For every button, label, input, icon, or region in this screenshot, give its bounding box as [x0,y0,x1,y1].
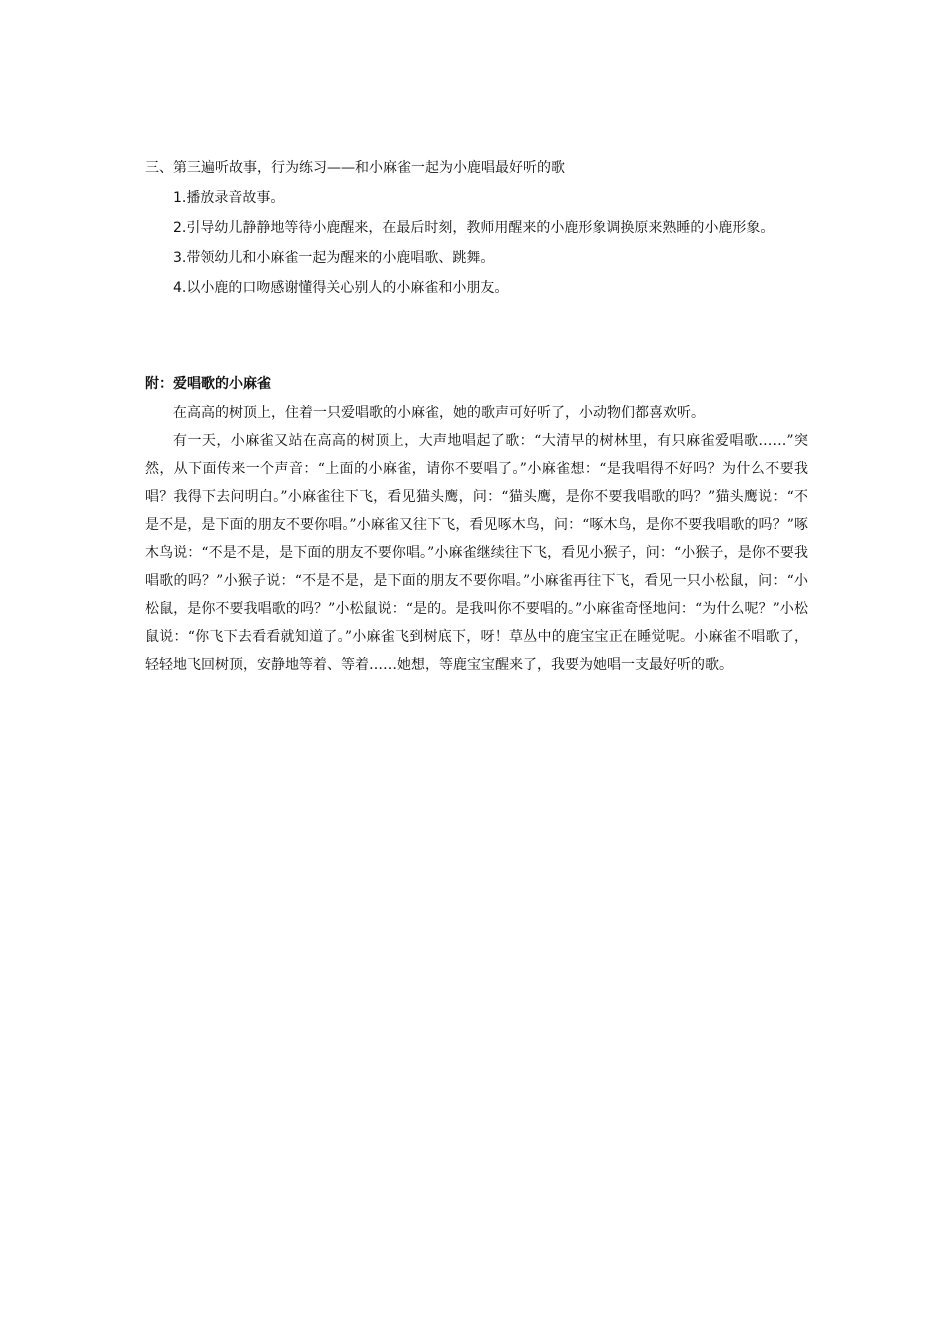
step-number: 4. [173,280,187,296]
step-text: 播放录音故事。 [186,190,285,206]
step-number: 1. [173,190,187,206]
activity-step [145,275,808,301]
activity-step-list [145,185,808,301]
activity-step [145,185,808,211]
section-gap [145,305,808,371]
story-paragraph: 在高高的树顶上，住着一只爱唱歌的小麻雀，她的歌声可好听了，小动物们都喜欢听。 [173,405,705,421]
story-paragraph: 有一天，小麻雀又站在高高的树顶上，大声地唱起了歌：“大清早的树林里，有只麻雀爱唱歌……”突然，从下面传来一个声音：“上面的小麻雀，请你不要唱了。”小麻雀想：“是我唱得不好吗？为什么不要我唱？我得下去问明白。”小麻雀往下飞，看见猫头鹰，问：“猫头鹰，是你不要我唱歌的吗？”猫头鹰说：“不是不是，是下面的朋友不要你唱。”小麻雀又往下飞，看见啄木鸟，问：“啄木鸟，是你不要我唱歌的吗？”啄木鸟说：“不是不是，是下面的朋友不要你唱。”小麻雀继续往下飞，看见小猴子，问：“小猴子，是你不要我唱歌的吗？”小猴子说：“不是不是，是下面的朋友不要你唱。”小麻雀再往下飞，看见一只小松鼠，问：“小松鼠，是你不要我唱歌的吗？”小松鼠说：“是的。是我叫你不要唱的。”小麻雀奇怪地问：“为什么呢？”小松鼠说：“你飞下去看看就知道了。”小麻雀飞到树底下，呀！草丛中的鹿宝宝正在睡觉呢。小麻雀不唱歌了，轻轻地飞回树顶，安静地等着、等着……她想，等鹿宝宝醒来了，我要为她唱一支最好听的歌。 [145,433,808,673]
document-page [145,155,808,679]
step-text: 带领幼儿和小麻雀一起为醒来的小鹿唱歌、跳舞。 [186,250,495,266]
appendix-title: 附：爱唱歌的小麻雀 [145,376,271,392]
step-text: 以小鹿的口吻感谢懂得关心别人的小麻雀和小朋友。 [186,280,509,296]
step-number: 3. [173,250,187,266]
step-number: 2. [173,220,187,236]
section-heading: 三、第三遍听故事，行为练习——和小麻雀一起为小鹿唱最好听的歌 [145,160,565,176]
activity-step [145,245,808,271]
step-text: 引导幼儿静静地等待小鹿醒来，在最后时刻，教师用醒来的小鹿形象调换原来熟睡的小鹿形象。 [186,220,775,236]
activity-step [145,215,808,241]
